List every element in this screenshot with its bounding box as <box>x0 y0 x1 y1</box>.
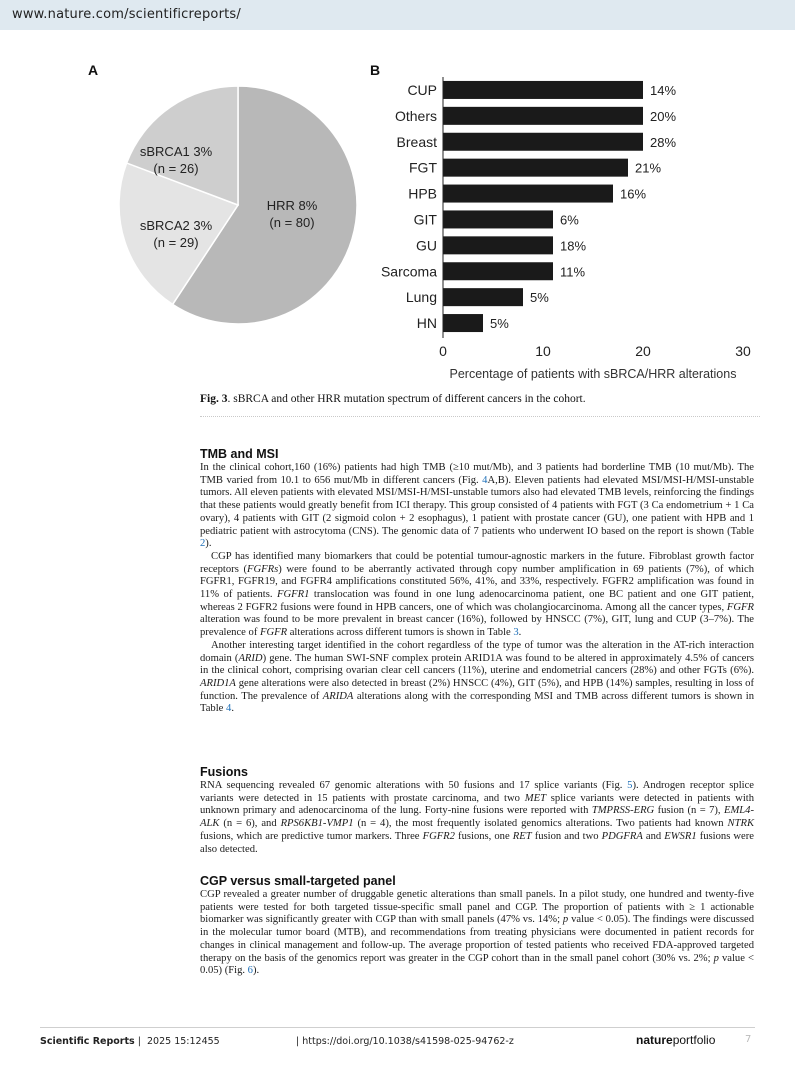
bar-category-label: Breast <box>396 133 437 150</box>
x-tick-label: 20 <box>635 343 651 359</box>
pie-slice-label: HRR 8% <box>266 198 318 213</box>
footer-divider <box>40 1027 755 1028</box>
footer-citation: 2025 15:12455 <box>147 1036 220 1047</box>
bar <box>443 262 553 280</box>
paragraph: In the clinical cohort,160 (16%) patients had high TMB (≥10 mut/Mb), and 3 patients had borderline TMB (10 mut/Mb). The TMB varied from 10.1 to 656 mut/Mb in different cancers (Fig. 4A,B). Eleven patients had elevated MSI/MSI-H/MSI-unstable tumors. All eleven patients with elevated MSI/MSI-H/MSI-unstable tumors also had elevated TMB levels, reinforcing the findings that these patients would greatly benefit from ICI therapy. This group consisted of 4 patients with FGT (3 Ca endometrium + 1 Ca ovary), 4 patients with GIT (2 sigmoid colon + 2 esophagus), 1 patient with prostate cancer (GU), one patient with HPB and 1 pediatric patient with astrocytoma (CNS). The genomic data of 7 patients who underwent IO based on the report is shown (Table 2). <box>200 462 754 550</box>
bar-category-label: GIT <box>413 211 437 228</box>
figure-link[interactable]: 4 <box>482 474 488 486</box>
bar <box>443 314 483 332</box>
bar <box>443 159 628 177</box>
table-link[interactable]: 3 <box>513 627 519 639</box>
pie-slice-count: (n = 29) <box>153 235 199 250</box>
bar-category-label: HN <box>416 315 437 332</box>
bar-data-label: 16% <box>620 186 647 202</box>
paragraph: Another interesting target identified in the cohort regardless of the type of tumor was the alteration in the AT-rich interaction domain (ARID) gene. The human SWI-SNF complex protein ARID1A was found to be altered in approximately 4.5% of cancers in the clinical cohort, comprising ovarian clear cell cancers (11%), uterine and endometrial cancers (28%) and other FGTs (6%). ARID1A gene alterations were also detected in breast (2%) HNSCC (4%), GIT (5%), and HPB (14%) samples, resulting in loss of function. The prevalence of ARIDA alterations along with the corresponding MSI and TMB across different tumors is shown in Table 4. <box>200 639 755 715</box>
panel-b-label: B <box>370 62 381 78</box>
bar-category-label: GU <box>416 237 437 254</box>
bar-category-label: CUP <box>407 81 437 98</box>
bar <box>443 236 553 254</box>
nature-portfolio-logo: natureportfolio <box>636 1033 716 1047</box>
bar-data-label: 21% <box>635 160 662 176</box>
pie-slice-count: (n = 80) <box>269 215 315 230</box>
x-tick-label: 10 <box>535 343 551 359</box>
bar-data-label: 14% <box>650 82 677 98</box>
footer-doi[interactable]: | https://doi.org/10.1038/s41598-025-94762-z <box>296 1036 514 1047</box>
pie-slice-count: (n = 26) <box>153 161 199 176</box>
bar-data-label: 20% <box>650 108 677 124</box>
section-fusions <box>200 764 754 856</box>
bar-chart <box>370 72 770 382</box>
x-tick-label: 30 <box>735 343 751 359</box>
x-tick-label: 0 <box>439 343 447 359</box>
section-heading: Fusions <box>200 765 248 779</box>
bar <box>443 210 553 228</box>
page-number: 7 <box>745 1034 752 1045</box>
bar <box>443 288 523 306</box>
bar-data-label: 28% <box>650 134 677 150</box>
pie-slice-label: sBRCA1 3% <box>139 144 213 159</box>
section-heading: CGP versus small-targeted panel <box>200 874 396 888</box>
bar-category-label: FGT <box>409 159 437 176</box>
paragraph: CGP has identified many biomarkers that could be potential tumour-agnostic markers in the future. Fibroblast growth factor receptors (FGFRs) were found to be aberrantly activated through copy number amplification in 69 patients (7%), of which FGFR1, FGFR19, and FGFR4 amplifications constituted 56%, 41%, and 33%, respectively. FGFR2 amplification was found in 11% of patients. FGFR1 translocation was found in one lung adenocarcinoma patient, one BC patient and one GIT patient, whereas 2 FGFR2 fusions were found in HPB cancers, one of which was cholangiocarcinoma. Among all the cancer types, FGFR alteration was found to be more prevalent in breast cancer (16%), followed by HNSCC (7%), GIT, lung and CUP (3–7%). The prevalence of FGFR alterations across different tumors is shown in Table 3. <box>200 550 754 639</box>
table-link[interactable]: 2 <box>200 538 206 550</box>
bar-data-label: 18% <box>560 238 587 254</box>
bar <box>443 107 643 125</box>
section-heading: TMB and MSI <box>200 447 279 461</box>
bar <box>443 185 613 203</box>
figure-caption <box>200 393 760 405</box>
bar-category-label: Others <box>394 107 437 124</box>
figure-caption-text: . sBRCA and other HRR mutation spectrum of different cancers in the cohort. <box>227 393 586 405</box>
bar-data-label: 5% <box>530 290 549 306</box>
section-cgp-vs-panel <box>200 873 754 978</box>
bar-data-label: 6% <box>560 212 579 228</box>
bar-data-label: 5% <box>490 316 509 332</box>
panel-a-label: A <box>88 62 99 78</box>
pie-chart <box>110 80 370 340</box>
site-url[interactable]: www.nature.com/scientificreports/ <box>12 7 241 22</box>
figure-link[interactable]: 6 <box>247 965 253 977</box>
paragraph: RNA sequencing revealed 67 genomic alterations with 50 fusions and 17 splice variants (Fig. 5). Androgen receptor splice variants were detected in 15 patients with prostate carcinoma, and two MET splice variants were detected in patients with unknown primary and adenocarcinoma of the lung. Forty-nine fusions were reported with TMPRSS-ERG fusion (n = 7), EML4-ALK (n = 6), and RPS6KB1-VMP1 (n = 4), the most frequently isolated genomics alterations. Two patients had known NTRK fusions, which are predictive tumor markers. Three FGFR2 fusions, one RET fusion and two PDGFRA and EWSR1 fusions were also detected. <box>200 780 755 855</box>
caption-divider <box>200 416 760 417</box>
bar <box>443 81 643 99</box>
paragraph: CGP revealed a greater number of druggable genetic alterations than small panels. In a pilot study, one hundred and twenty-five patients were tested for both targeted tissue-specific small panel and CGP. The proportion of patients with ≥ 1 actionable biomarker was significantly greater with CGP than with small panels (47% vs. 14%; p value < 0.05). The findings were discussed in the molecular tumor board (MTB), and recommendations from treating physicians were documented in patient records for changes in clinical management and follow-up. The average proportion of tested patients who received FDA-approved targeted therapy on the basis of the genomics report was greater in the CGP cohort than in the small panel cohort (30% vs. 2%; p value < 0.05) (Fig. 6). <box>200 889 754 977</box>
bar <box>443 133 643 151</box>
bar-category-label: HPB <box>408 185 437 202</box>
bar-data-label: 11% <box>560 264 586 280</box>
pie-slice-label: sBRCA2 3% <box>139 218 213 233</box>
section-tmb-msi <box>200 446 754 716</box>
footer-journal: Scientific Reports | <box>40 1036 141 1047</box>
bar-category-label: Lung <box>405 289 437 306</box>
x-axis-label: Percentage of patients with sBRCA/HRR alterations <box>449 367 737 381</box>
figure-link[interactable]: 5 <box>627 780 633 791</box>
bar-category-label: Sarcoma <box>380 263 437 280</box>
figure-caption-label: Fig. 3 <box>200 393 228 405</box>
top-url-bar <box>0 0 795 30</box>
table-link[interactable]: 4 <box>226 703 232 715</box>
